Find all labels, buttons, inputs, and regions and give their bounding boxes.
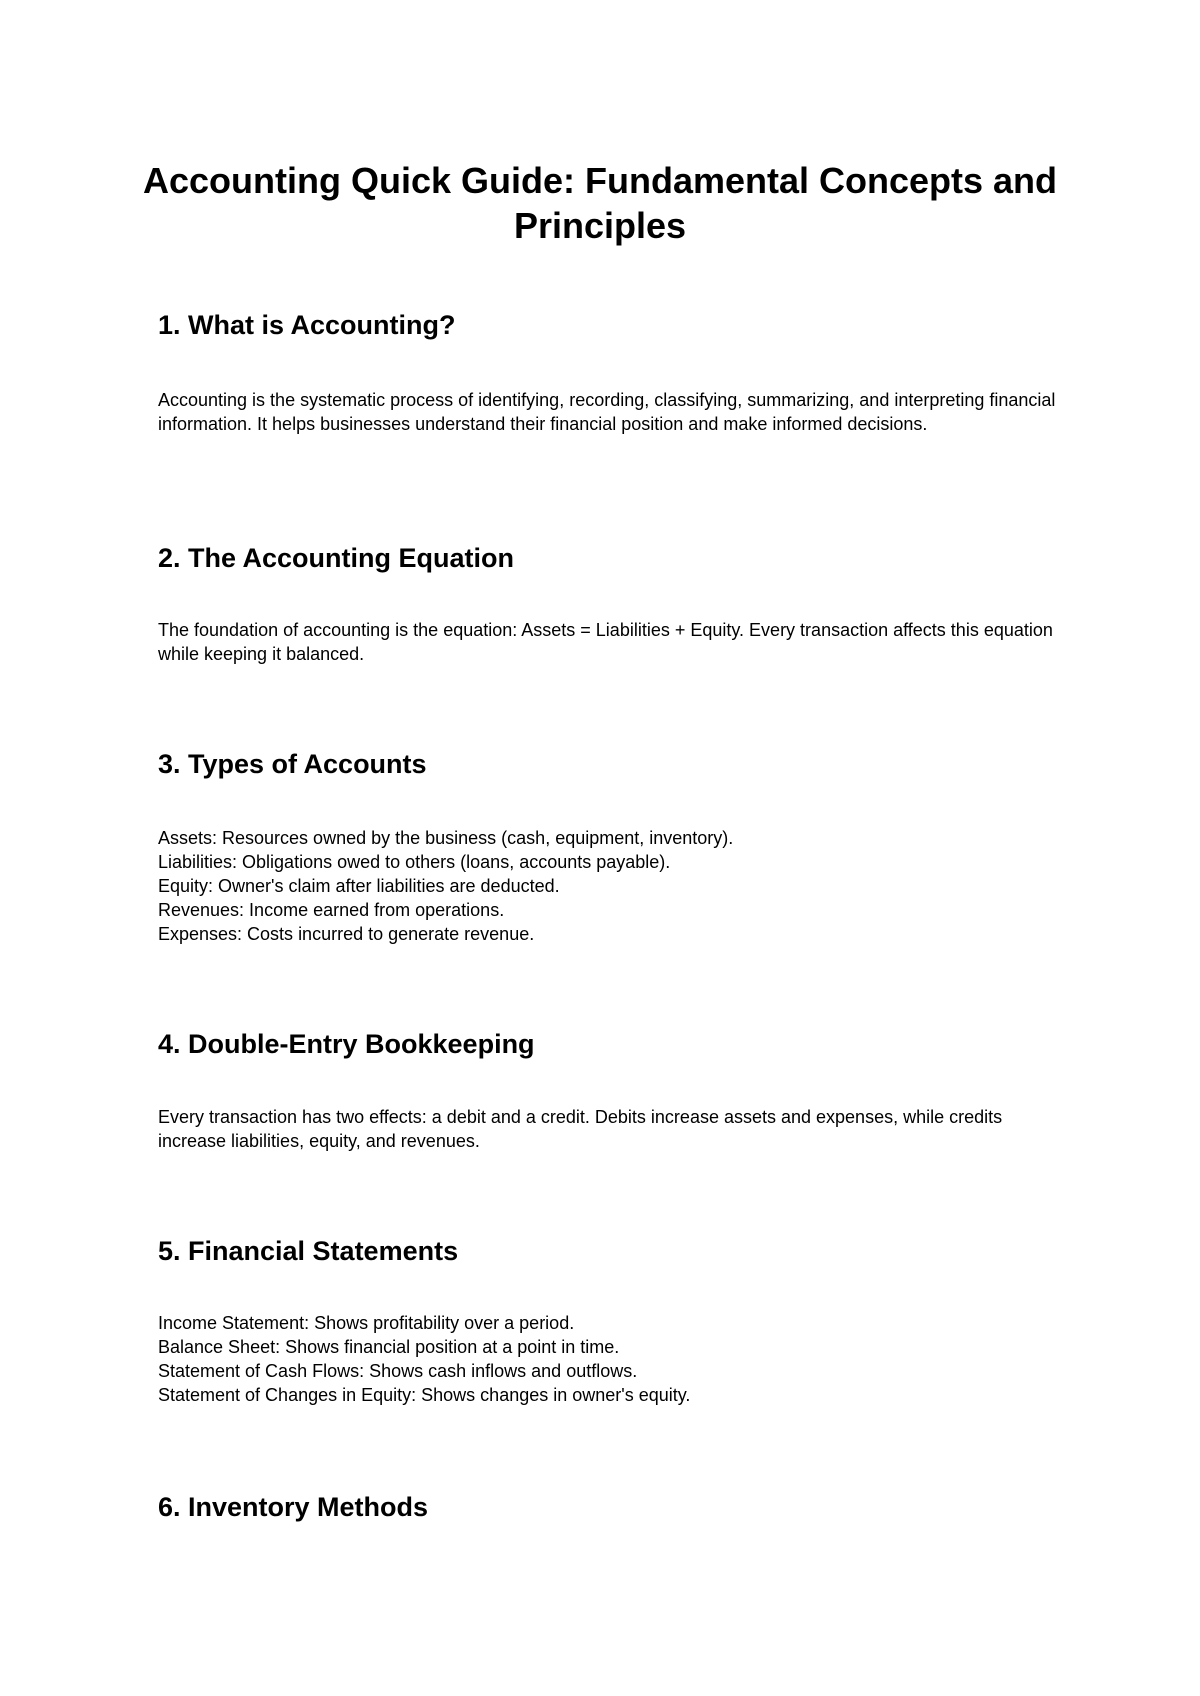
section-body: The foundation of accounting is the equation: Assets = Liabilities + Equity. Every transaction affects this equation while keeping it balanced. <box>158 620 1053 664</box>
list-item: Statement of Changes in Equity: Shows changes in owner's equity. <box>158 1385 691 1405</box>
section-what-is-accounting <box>158 308 1058 436</box>
list-item: Expenses: Costs incurred to generate revenue. <box>158 924 535 944</box>
list-item: Income Statement: Shows profitability over a period. <box>158 1313 575 1333</box>
section-body: Every transaction has two effects: a debit and a credit. Debits increase assets and expenses, while credits increase liabilities, equity, and revenues. <box>158 1107 1003 1151</box>
account-types-list <box>158 826 1058 946</box>
list-item: Balance Sheet: Shows financial position at a point in time. <box>158 1337 620 1357</box>
section-heading: 4. Double-Entry Bookkeeping <box>158 1029 535 1059</box>
list-item: Liabilities: Obligations owed to others (loans, accounts payable). <box>158 852 671 872</box>
document-title: Accounting Quick Guide: Fundamental Concepts and Principles <box>142 160 1058 246</box>
section-inventory-methods <box>158 1490 1058 1524</box>
section-heading: 1. What is Accounting? <box>158 310 456 340</box>
list-item: Equity: Owner's claim after liabilities are deducted. <box>158 876 560 896</box>
financial-statements-list <box>158 1311 1058 1407</box>
section-types-of-accounts <box>158 747 1058 946</box>
section-accounting-equation <box>158 541 1058 666</box>
list-item: Revenues: Income earned from operations. <box>158 900 505 920</box>
section-heading: 5. Financial Statements <box>158 1236 459 1266</box>
section-double-entry-bookkeeping <box>158 1027 1058 1153</box>
list-item: Assets: Resources owned by the business (cash, equipment, inventory). <box>158 828 734 848</box>
section-heading: 6. Inventory Methods <box>158 1492 429 1522</box>
section-heading: 3. Types of Accounts <box>158 749 427 779</box>
list-item: Statement of Cash Flows: Shows cash inflows and outflows. <box>158 1361 638 1381</box>
section-heading: 2. The Accounting Equation <box>158 543 514 573</box>
section-body: Accounting is the systematic process of identifying, recording, classifying, summarizing, and interpreting financial information. It helps businesses understand their financial position and make informed decisions. <box>158 390 1056 434</box>
section-financial-statements <box>158 1234 1058 1407</box>
